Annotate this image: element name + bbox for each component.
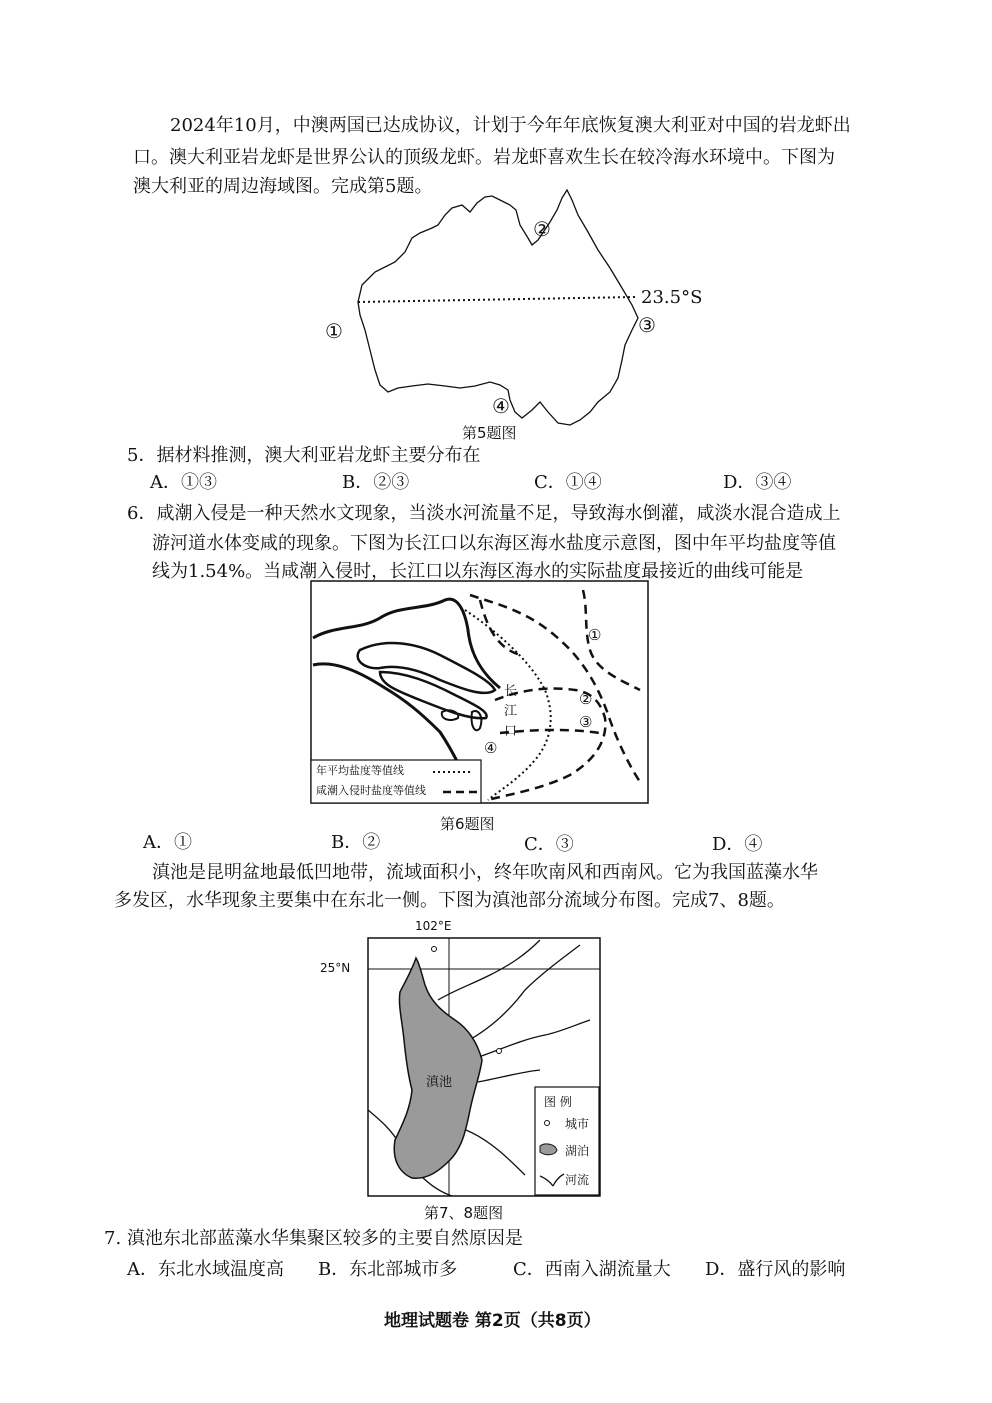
fig6-marker-2: ② [579,690,593,708]
q6-line3: 线为1.54%。当咸潮入侵时，长江口以东海区海水的实际盐度最接近的曲线可能是 [152,561,804,582]
q5-stem: 5．据材料推测，澳大利亚岩龙虾主要分布在 [127,445,481,466]
fig78-caption: 第7、8题图 [424,1204,504,1222]
q5-option-b[interactable]: B．②③ [342,472,410,493]
fig6-caption: 第6题图 [440,815,495,833]
river-7 [466,1130,525,1175]
q5-option-c[interactable]: C．①④ [534,472,602,493]
estuary-char-2: 江 [504,704,518,719]
fig5-marker-1: ① [325,319,343,343]
q7-stem: 7. 滇池东北部蓝藻水华集聚区较多的主要自然原因是 [104,1228,523,1249]
intro5-line3: 澳大利亚的周边海域图。完成第5题。 [133,176,433,197]
q6-option-d[interactable]: D．④ [712,834,763,855]
legend-title: 图 例 [544,1095,572,1109]
longitude-label: 102°E [415,919,452,933]
dianchi-label: 滇池 [426,1075,453,1090]
legend-river: 河流 [565,1173,590,1187]
q7-option-d[interactable]: D．盛行风的影响 [705,1259,846,1280]
dianchi-lake [394,958,482,1178]
fig5-marker-3: ③ [638,313,656,337]
q6-option-a[interactable]: A．① [143,832,192,853]
latitude-label: 25°N [320,961,351,975]
q5-option-a[interactable]: A．①③ [150,472,217,493]
intro78-line2: 多发区，水华现象主要集中在东北一侧。下图为滇池部分流域分布图。完成7、8题。 [114,890,785,911]
legend-annual-average: 年平均盐度等值线 [316,764,404,777]
river-3 [470,1020,590,1060]
q6-line1: 6．咸潮入侵是一种天然水文现象，当淡水河流量不足，导致海水倒灌，咸淡水混合造成上 [127,503,841,524]
q7-option-c[interactable]: C．西南入湖流量大 [513,1259,671,1280]
fig6-marker-4: ④ [484,739,498,757]
q6-option-b[interactable]: B．② [331,832,381,853]
intro5-line1: 2024年10月，中澳两国已达成协议，计划于今年年底恢复澳大利亚对中国的岩龙虾出 [170,115,851,136]
fig5-marker-2: ② [533,217,551,241]
page-footer: 地理试题卷 第2页（共8页） [384,1311,601,1331]
q7-option-a[interactable]: A．东北水域温度高 [127,1259,284,1280]
fig6-marker-3: ③ [579,713,593,731]
tropic-label: 23.5°S [641,287,703,308]
river-4 [478,1070,540,1082]
estuary-char-1: 长 [504,684,518,699]
fig5-marker-4: ④ [492,394,510,418]
legend-city: 城市 [565,1117,590,1131]
q6-option-c[interactable]: C．③ [524,834,574,855]
q6-line2: 游河道水体变咸的现象。下图为长江口以东海区海水盐度示意图，图中年平均盐度等值 [152,533,836,554]
river-6 [420,1175,452,1196]
intro78-line1: 滇池是昆明盆地最低凹地带，流域面积小，终年吹南风和西南风。它为我国蓝藻水华 [152,862,818,883]
q5-option-d[interactable]: D．③④ [723,472,792,493]
intro5-line2: 口。澳大利亚岩龙虾是世界公认的顶级龙虾。岩龙虾喜欢生长在较冷海水环境中。下图为 [133,147,835,168]
fig5-caption: 第5题图 [462,424,517,442]
estuary-char-3: 口 [504,724,518,739]
q7-option-b[interactable]: B．东北部城市多 [318,1259,458,1280]
fig6-marker-1: ① [588,626,602,644]
legend-lake: 湖泊 [565,1144,590,1158]
legend-saline-tide: 咸潮入侵时盐度等值线 [316,784,426,797]
